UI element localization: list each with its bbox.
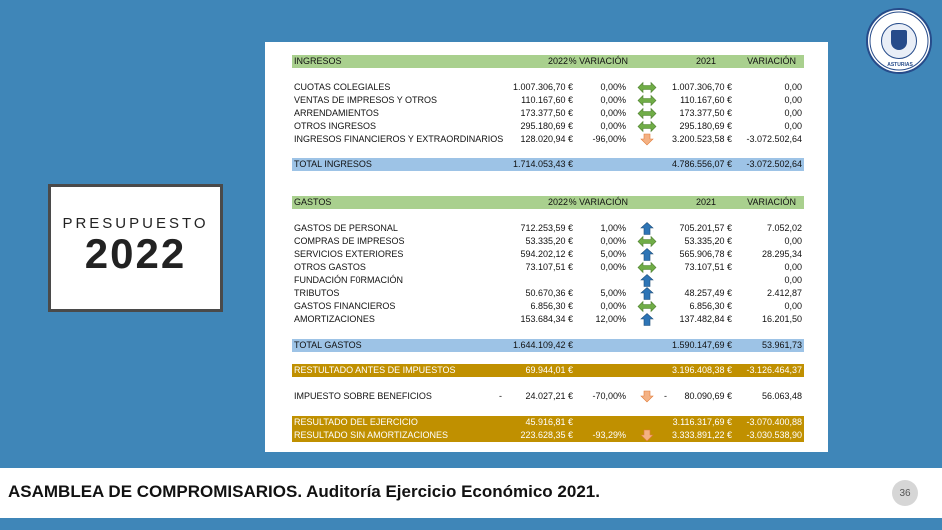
row-2022: 128.020,94 € [520,134,573,144]
row-2021: 137.482,84 € [679,314,732,324]
row-2022: 1.007.306,70 € [512,82,573,92]
up-arrow-icon [637,248,657,261]
row-label: COMPRAS DE IMPRESOS [294,236,405,246]
row-2022: 45.916,81 € [525,417,573,427]
table-row [292,120,804,133]
total-label: TOTAL INGRESOS [294,159,372,169]
row-var: 56.063,48 [761,391,802,401]
up-arrow-icon [637,287,657,300]
row-var: 0,00 [784,121,802,131]
down-arrow-icon [637,429,657,442]
table-row [292,235,804,248]
row-2022: 73.107,51 € [525,262,573,272]
resultado-sin-amortizaciones-row [292,429,804,442]
row-2021: 705.201,57 € [679,223,732,233]
impuesto-row [292,390,804,403]
up-arrow-icon [637,274,657,287]
page-number: 36 [892,480,918,506]
budget-table [265,42,828,452]
row-2022: 223.628,35 € [520,430,573,440]
row-pct: -96,00% [592,134,626,144]
row-2021: 3.333.891,22 € [671,430,732,440]
down-arrow-icon [637,390,657,403]
header-2021: 2021 [695,197,716,207]
title-small: PRESUPUESTO [62,215,209,232]
total-var: -3.072.502,64 [746,159,802,169]
row-2021: 80.090,69 € [684,391,732,401]
row-pct: -70,00% [592,391,626,401]
row-2021: 173.377,50 € [679,108,732,118]
row-var: 0,00 [784,95,802,105]
header-var-pct: % VARIACIÓN [568,197,628,207]
row-2021: 295.180,69 € [679,121,732,131]
row-2021: 6.856,30 € [689,301,732,311]
row-pct: 1,00% [600,223,626,233]
row-pct: 0,00% [600,262,626,272]
up-arrow-icon [637,313,657,326]
row-var: -3.070.400,88 [746,417,802,427]
row-2022: 712.253,59 € [520,223,573,233]
header-var-pct: % VARIACIÓN [568,56,628,66]
row-var: 0,00 [784,82,802,92]
row-var: 0,00 [784,108,802,118]
header-label: GASTOS [294,197,332,207]
total-ingresos-row [292,158,804,171]
sideways-arrow-icon [637,235,657,248]
up-arrow-icon [637,222,657,235]
row-label: SERVICIOS EXTERIORES [294,249,404,259]
row-2022: 173.377,50 € [520,108,573,118]
row-pct: 5,00% [600,288,626,298]
row-2022: 24.027,21 € [525,391,573,401]
row-label: GASTOS FINANCIEROS [294,301,396,311]
row-label: ARRENDAMIENTOS [294,108,379,118]
row-var: -3.030.538,90 [746,430,802,440]
table-row [292,261,804,274]
resultado-antes-row [292,364,804,377]
sideways-arrow-icon [637,120,657,133]
total-var: 53.961,73 [761,340,802,350]
row-label: INGRESOS FINANCIEROS Y EXTRAORDINARIOS [294,134,504,144]
minus-sign: - [499,391,502,401]
table-row [292,107,804,120]
presupuesto-title-box [48,184,223,312]
row-pct: -93,29% [592,430,626,440]
row-var: 0,00 [784,236,802,246]
row-var: 16.201,50 [761,314,802,324]
total-label: TOTAL GASTOS [294,340,362,350]
table-row [292,274,804,287]
ingresos-header [292,55,804,68]
row-2021: 1.007.306,70 € [671,82,732,92]
sideways-arrow-icon [637,107,657,120]
down-arrow-icon [637,133,657,146]
row-2021: 3.196.408,38 € [671,365,732,375]
row-label: IMPUESTO SOBRE BENEFICIOS [294,391,432,401]
row-pct: 0,00% [600,121,626,131]
row-2022: 295.180,69 € [520,121,573,131]
row-label: RESULTADO SIN AMORTIZACIONES [294,430,449,440]
row-2021: 565.906,78 € [679,249,732,259]
total-gastos-row [292,339,804,352]
table-row [292,248,804,261]
total-2022: 1.714.053,43 € [512,159,573,169]
row-2021: 53.335,20 € [684,236,732,246]
header-2022: 2022 [547,56,568,66]
row-2022: 50.670,36 € [525,288,573,298]
row-2022: 6.856,30 € [530,301,573,311]
row-2022: 594.202,12 € [520,249,573,259]
row-label: VENTAS DE IMPRESOS Y OTROS [294,95,438,105]
row-var: 7.052,02 [766,223,802,233]
table-row [292,313,804,326]
row-pct: 0,00% [600,108,626,118]
table-row [292,133,804,146]
sideways-arrow-icon [637,81,657,94]
row-label: OTROS INGRESOS [294,121,377,131]
row-2021: 73.107,51 € [684,262,732,272]
row-2021: 3.116.317,69 € [672,417,732,427]
row-pct: 0,00% [600,236,626,246]
row-var: 0,00 [784,262,802,272]
sideways-arrow-icon [637,261,657,274]
row-pct: 0,00% [600,82,626,92]
row-label: GASTOS DE PERSONAL [294,223,398,233]
row-2021: 3.200.523,58 € [671,134,732,144]
row-2022: 53.335,20 € [525,236,573,246]
row-pct: 12,00% [595,314,626,324]
sideways-arrow-icon [637,94,657,107]
table-row [292,81,804,94]
table-row [292,300,804,313]
row-pct: 5,00% [600,249,626,259]
row-label: CUOTAS COLEGIALES [294,82,391,92]
row-pct: 0,00% [600,95,626,105]
total-2021: 1.590.147,69 € [671,340,732,350]
gastos-header [292,196,804,209]
header-var: VARIACIÓN [747,197,796,207]
header-2021: 2021 [695,56,716,66]
total-2022: 1.644.109,42 € [512,340,573,350]
table-row [292,94,804,107]
row-pct: 0,00% [600,301,626,311]
total-2021: 4.786.556,07 € [671,159,732,169]
row-label: AMORTIZACIONES [294,314,375,324]
row-2022: 110.167,60 € [521,95,573,105]
minus-sign: - [664,391,667,401]
row-var: 2.412,87 [766,288,802,298]
row-label: RESTULTADO ANTES DE IMPUESTOS [294,365,456,375]
row-var: 28.295,34 [761,249,802,259]
resultado-ejercicio-row [292,416,804,429]
table-row [292,287,804,300]
row-label: RESULTADO DEL EJERCICIO [294,417,418,427]
row-2022: 69.944,01 € [525,365,573,375]
bottom-band [0,518,942,530]
row-2022: 153.684,34 € [520,314,573,324]
footer-title: ASAMBLEA DE COMPROMISARIOS. Auditoría Ejercicio Económico 2021. [8,482,600,501]
row-2021: 110.167,60 € [680,95,732,105]
header-2022: 2022 [547,197,568,207]
row-var: -3.126.464,37 [746,365,802,375]
shield-icon [891,30,907,50]
row-label: TRIBUTOS [294,288,340,298]
table-row [292,222,804,235]
row-label: FUNDACIÓN F0RMACIÓN [294,275,404,285]
row-label: OTROS GASTOS [294,262,366,272]
seal-bottom-text: ASTURIAS [887,62,913,68]
header-label: INGRESOS [294,56,342,66]
sideways-arrow-icon [637,300,657,313]
row-var: -3.072.502,64 [746,134,802,144]
title-year: 2022 [84,230,187,277]
row-2021: 48.257,49 € [684,288,732,298]
header-var: VARIACIÓN [747,56,796,66]
footer-bar [0,468,942,518]
college-seal-logo [866,8,932,74]
row-var: 0,00 [784,275,802,285]
row-var: 0,00 [784,301,802,311]
